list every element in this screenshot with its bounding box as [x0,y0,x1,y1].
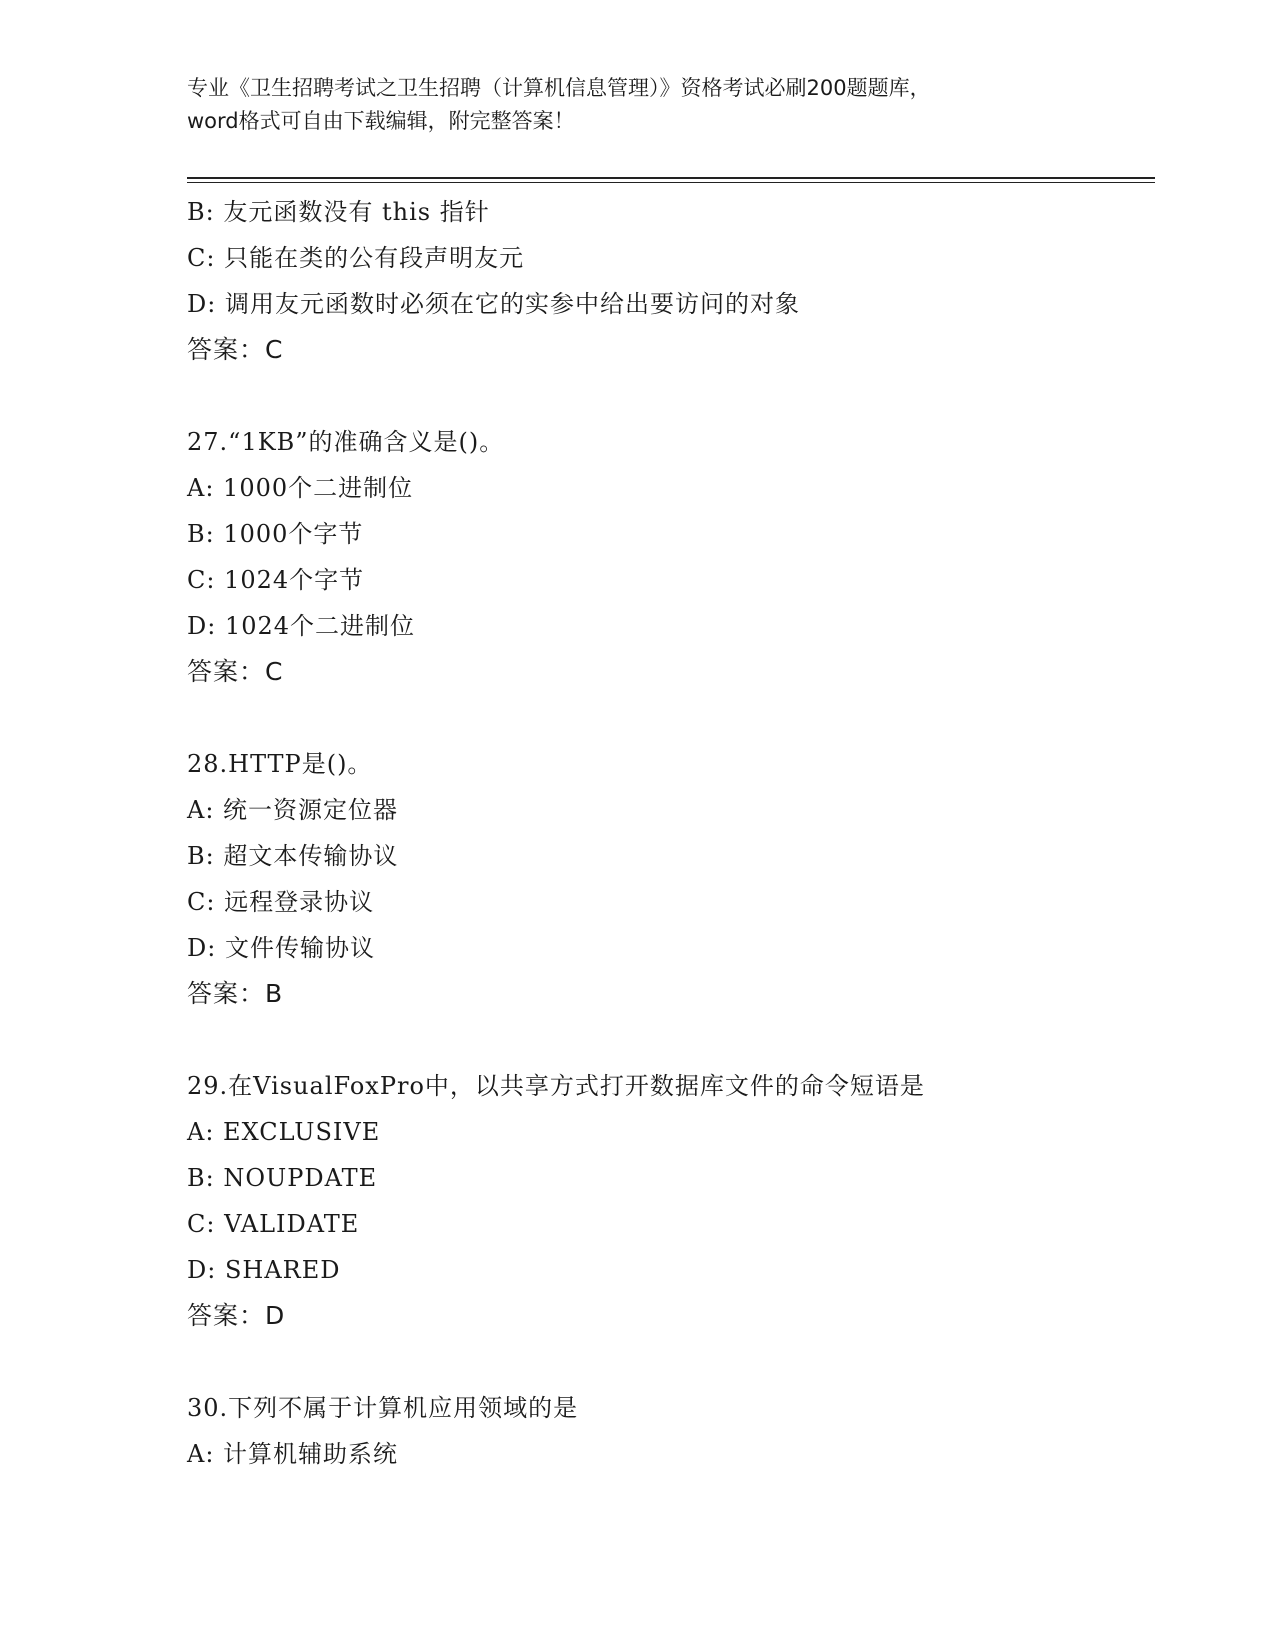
question-27 [187,419,1147,695]
question-29 [187,1063,1147,1339]
option-d: D: 1024个二进制位 [187,612,416,640]
answer-line: 答案：C [187,657,284,686]
question-spacer [187,373,1147,419]
question-list [187,189,1147,1477]
question-spacer [187,1017,1147,1063]
option-c: C: 1024个字节 [187,566,365,594]
answer-line: 答案：C [187,335,284,364]
question-continued [187,189,1147,373]
header-line-1: 专业《卫生招聘考试之卫生招聘（计算机信息管理）》资格考试必刷200题题库， [187,76,931,100]
header-divider-thick [187,177,1155,179]
option-d: D: 调用友元函数时必须在它的实参中给出要访问的对象 [187,290,800,318]
option-b: B: 1000个字节 [187,520,364,548]
question-spacer [187,1339,1147,1385]
header-divider-thin [187,182,1155,183]
option-d: D: SHARED [187,1256,341,1284]
option-a: A: EXCLUSIVE [187,1118,381,1146]
question-spacer [187,695,1147,741]
question-stem: 30.下列不属于计算机应用领域的是 [187,1394,579,1422]
option-b: B: 友元函数没有 this 指针 [187,198,490,226]
question-stem: 28.HTTP是()。 [187,750,373,778]
option-b: B: NOUPDATE [187,1164,378,1192]
answer-line: 答案：B [187,979,284,1008]
option-d: D: 文件传输协议 [187,934,375,962]
answer-line: 答案：D [187,1301,286,1330]
option-a: A: 计算机辅助系统 [187,1440,399,1468]
option-b: B: 超文本传输协议 [187,842,399,870]
question-stem: 27.“1KB”的准确含义是()。 [187,428,505,456]
question-28 [187,741,1147,1017]
document-header [187,72,1087,138]
header-line-2: word格式可自由下载编辑，附完整答案！ [187,109,575,133]
option-c: C: 远程登录协议 [187,888,375,916]
option-c: C: VALIDATE [187,1210,360,1238]
question-30 [187,1385,1147,1477]
option-c: C: 只能在类的公有段声明友元 [187,244,525,272]
question-stem: 29.在VisualFoxPro中，以共享方式打开数据库文件的命令短语是 [187,1072,925,1100]
option-a: A: 1000个二进制位 [187,474,414,502]
option-a: A: 统一资源定位器 [187,796,399,824]
